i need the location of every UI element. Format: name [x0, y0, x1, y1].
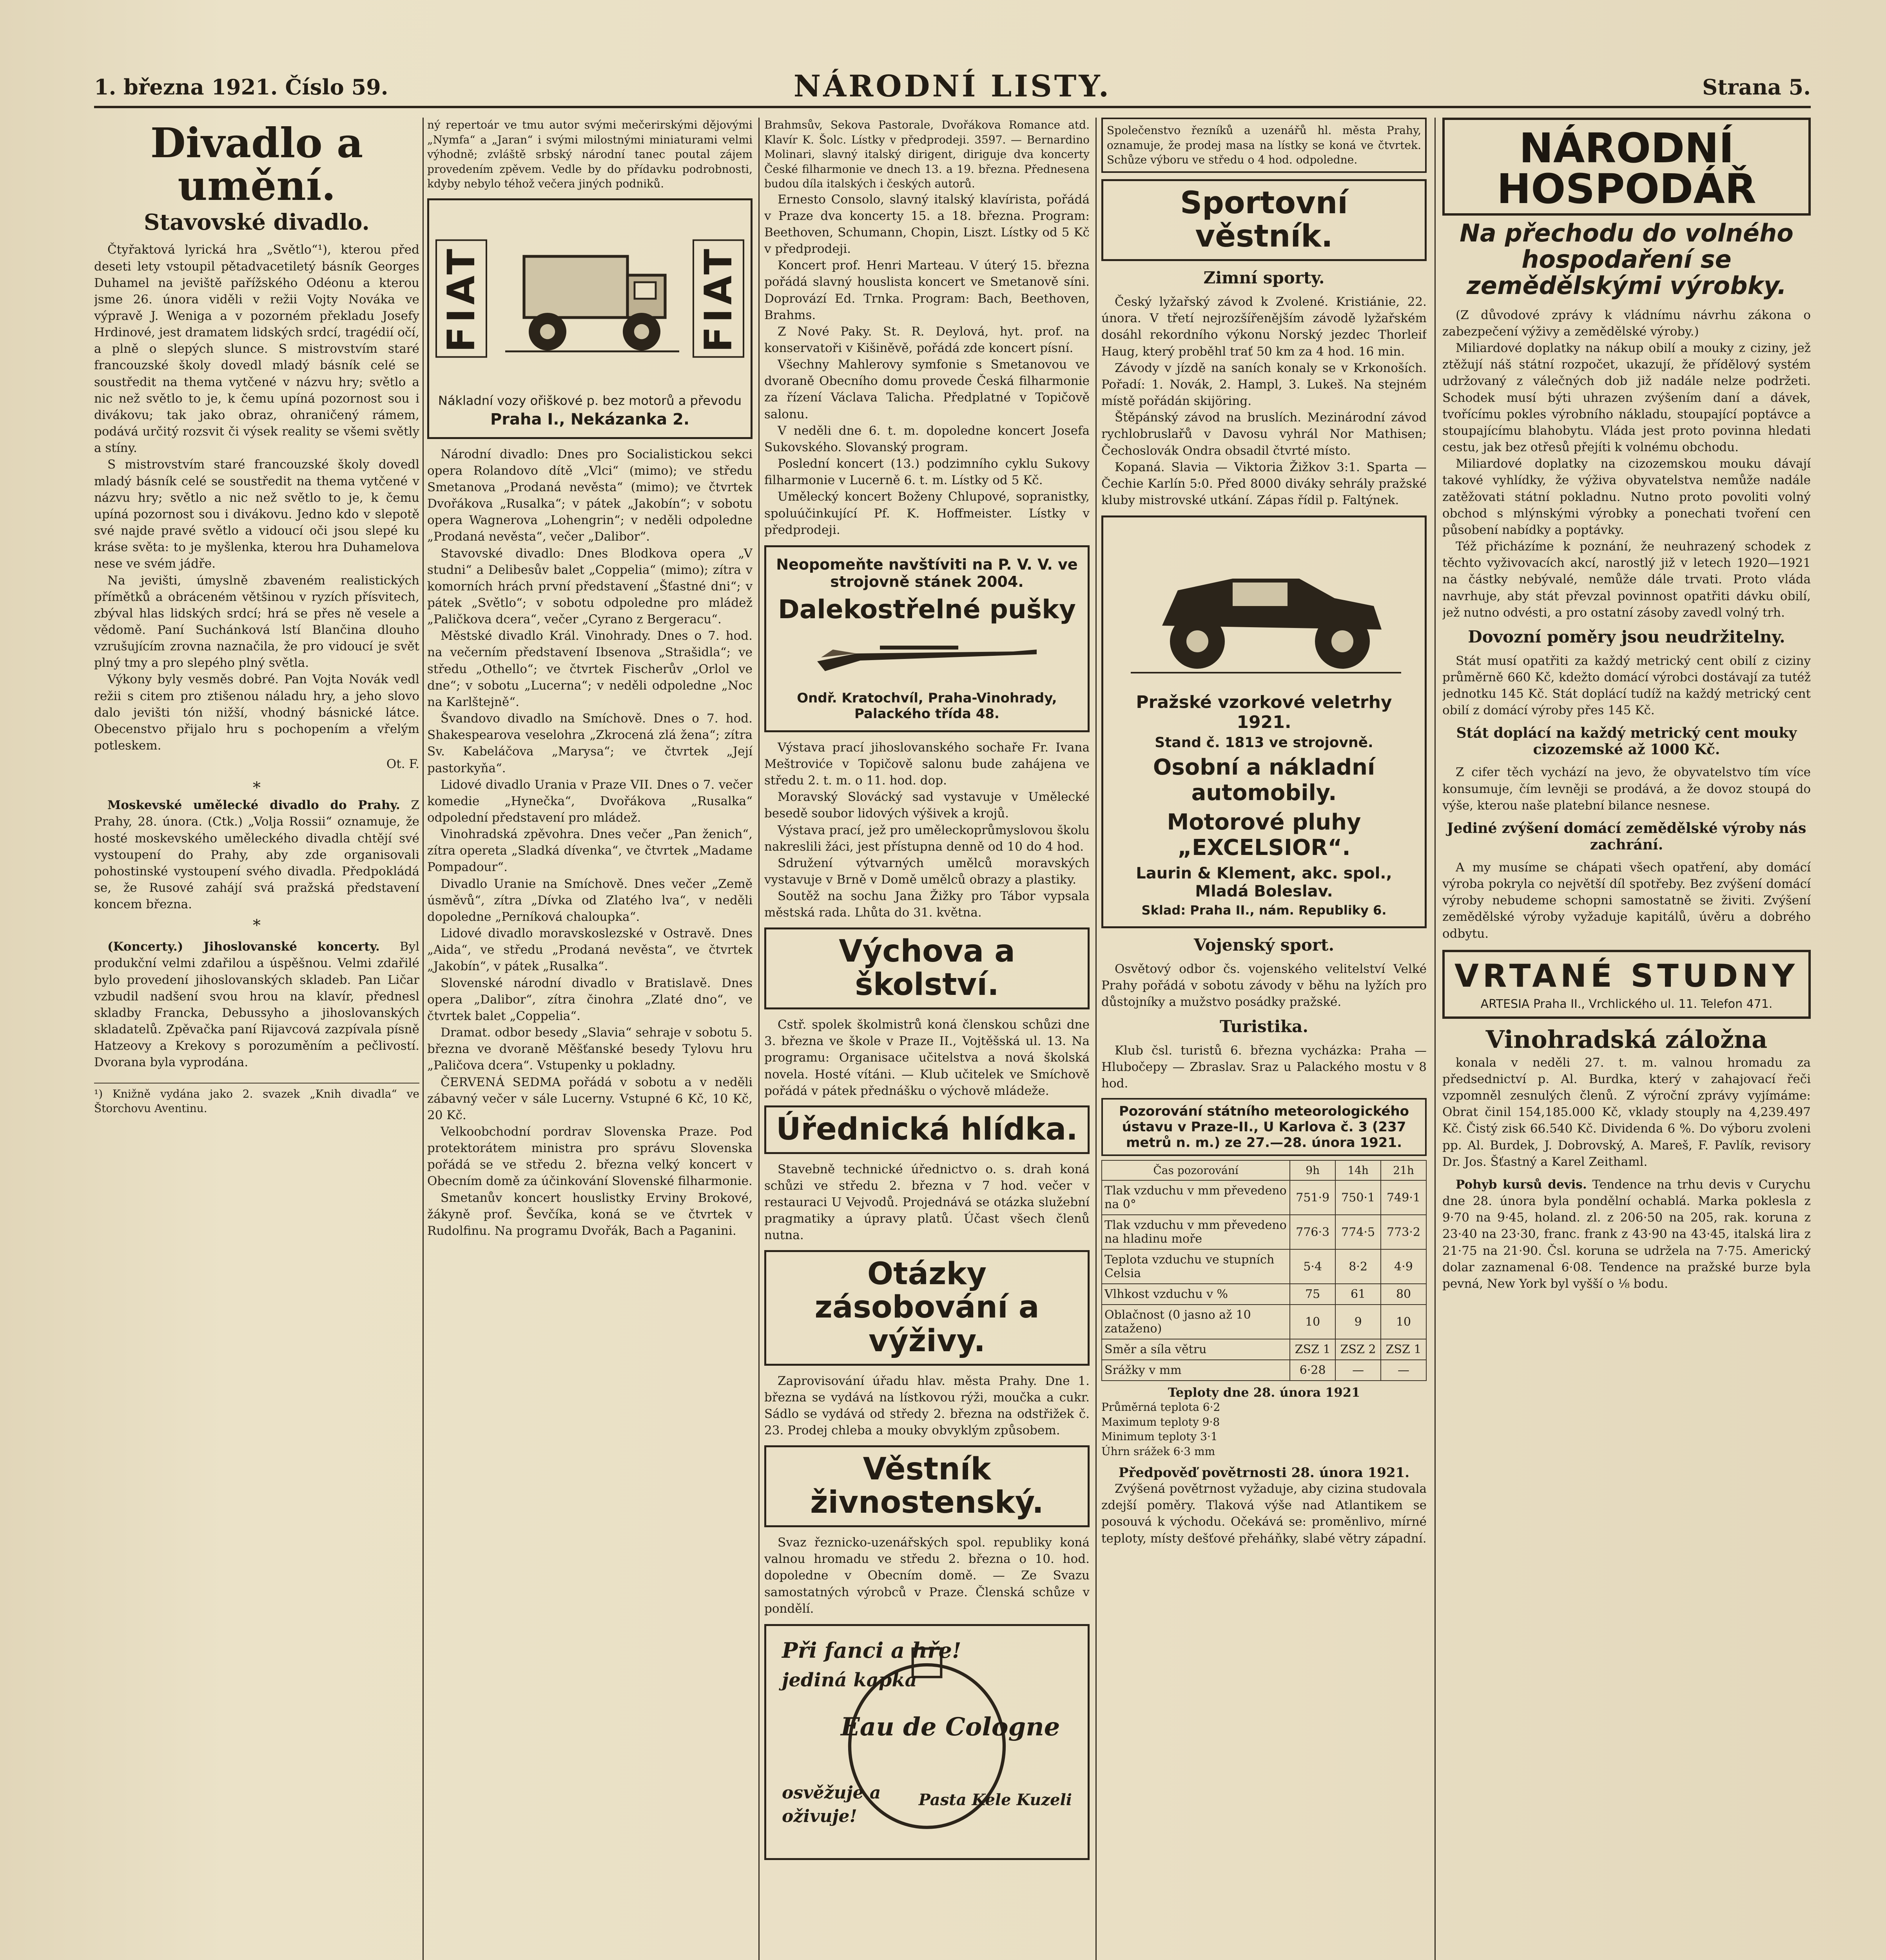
separator-star: * — [253, 916, 261, 935]
newspaper-title: NÁRODNÍ LISTY. — [793, 69, 1112, 103]
programme-item: Smetanův koncert houslistky Erviny Brokové, žákyně prof. Ševčíka, koná se ve čtvrtek v Rudolfinu. Na programu Dvořák, Bach a Paganini. — [427, 1191, 753, 1238]
programme-item: Dramat. odbor besedy „Slavia“ sehraje v sobotu 5. března ve dvoraně Měšťanské besedy Tylovu hru „Paličova dcera“. Vstupenky u pokladny. — [427, 1025, 753, 1073]
temperature-line: Maximum teploty 9·8 — [1101, 1415, 1220, 1428]
concert-item: Všechny Mahlerovy symfonie s Smetanovou ve dvoraně Obecního domu provede Česká filharmonie za řízení Václava Talicha. Předplatné v Topičově salonu. — [764, 358, 1090, 421]
article-paragraph: Výkony byly vesměs dobré. Pan Vojta Novák vedl režii s citem pro ztišenou náladu hry, a jeho slovo dalo jevišti tón nižší, vhodný básnické látce. Obecenstvo přijalo hru s pochopením a vřelým potleskem. — [94, 672, 419, 753]
sport-item: Štěpánský závod na bruslích. Mezinárodní závod rychlobruslařů v Davosu vyhrál Nor Mathisen; Čechoslovák Ondra obsadil čtvrté místo. — [1101, 410, 1427, 458]
ad-headline: VRTANÉ STUDNY — [1454, 957, 1799, 994]
section-title-otazky: Otázky zásobování a výživy. — [764, 1250, 1090, 1366]
programme-item: Městské divadlo Král. Vinohrady. Dnes o 7. hod. na večerním představení Ibsenova „Strašidla“; ve středu „Othello“; ve čtvrtek Fischerův „Orlol ve dne“; v sobotu „Lucerna“; v neděli odpoledne „Noc na Karlštejně“. — [427, 629, 753, 709]
concert-item: Z Nové Paky. St. R. Deylová, hyt. prof. na konservatoři v Kišiněvě, pořádá zde koncert písní. — [764, 324, 1090, 355]
ad-text: Při fanci a hře! — [782, 1637, 961, 1663]
article-text: Klub čsl. turistů 6. března vycházka: Praha — Hlubočepy — Zbraslav. Sraz u Palackého mostu v 8 hod. — [1101, 1043, 1427, 1091]
article-paragraph: (Z důvodové zprávy k vládnímu návrhu zákona o zabezpečení výživy a zemědělské výroby.) — [1442, 308, 1811, 339]
rifle-advertisement — [764, 545, 1090, 732]
article-paragraph: Miliardové doplatky na nákup obilí a mouky z ciziny, jež ztěžují náš státní rozpočet, ukazují, že přídělový systém udržovaný z válečných dob již nadále nelze podržeti. Schodek musí býti uhrazen zvýšením daní a dávek, tvořícímu pokles výrobního nákladu, stoupající poptávce a stoupajícímu blahobytu. Vláda jest proto povinna hledati cestu, jak bez otřesů přejíti k volnému obchodu. — [1442, 341, 1811, 455]
article-paragraph: konala v neděli 27. t. m. valnou hromadu za předsednictví p. Al. Burdka, který v zahajovací řeči vzpomněl zesnulých členů. Z výroční zprávy vyjímáme: Obrat činil 154,185.000 Kč, vklady stouply na 4,239.497 Kč. Čistý zisk 66.540 Kč. Dividenda 6 %. Do výboru zvoleni pp. Al. Burdek, J. Dobrovský, A. Mareš, F. Pavlík, revisory Dr. Jos. Šťastný a Karel Zeithaml. — [1442, 1055, 1811, 1169]
fiat-advertisement — [427, 198, 753, 439]
ad-address: Praha I., Nekázanka 2. — [490, 410, 690, 428]
ad-text: jediná kapka — [782, 1669, 917, 1691]
article-paragraph: S mistrovstvím staré francouzské školy dovedl mladý básník celé se soustředit na thema vytčené v názvu hry; světlo a nic než světlo to je, k čemu upíná pozornost sou i divákovu. Jedno kdo v slepotě své najde pravé světlo a vidoucí oči jsou slepé ku kráse světa: to je myšlenka, kterou hra Duhamelova nese ve svém jádře. — [94, 457, 419, 571]
article-text: Osvětový odbor čs. vojenského velitelství Velké Prahy pořádá v sobotu závody v běhu na lyžích pro důstojníky a mužstvo posádky pražské. — [1101, 962, 1427, 1009]
ad-text: oživuje! — [782, 1806, 857, 1826]
column-programme — [427, 118, 753, 1960]
ad-text: Nákladní vozy ořiškové p. bez motorů a převodu — [438, 393, 742, 408]
author-signoff: Ot. F. — [386, 757, 419, 771]
programme-item: Národní divadlo: Dnes pro Socialistickou sekci opera Rolandovo dítě „Vlci“ (mimo); ve středu Smetanova „Prodaná nevěsta“ (mimo); ve čtvrtek Dvořákova „Rusalka“; v pátek „Jakobín“; v sobotu opera Wagnerova „Lohengrin“; v neděli odpoledne „Prodaná nevěsta“, večer „Dalibor“. — [427, 447, 753, 544]
exhibition-item: Moravský Slovácký sad vystavuje v Umělecké besedě soubor lidových výšivek a krojů. — [764, 790, 1090, 821]
article-text: Zaprovisování úřadu hlav. města Prahy. Dne 1. března se vydává na lístkovou rýži, moučka a cukr. Sádlo se vydává od středy 2. března na odstřižek č. 23. Prodej chleba a mouky obvyklým způsobem. — [764, 1374, 1090, 1438]
ad-text: Stand č. 1813 ve strojovně. — [1155, 735, 1373, 751]
forecast-heading: Předpověď povětrnosti 28. února 1921. — [1118, 1465, 1410, 1481]
article-text: Cstř. spolek školmistrů koná členskou schůzi dne 3. března ve škole v Praze II., Vojtěšská ul. 13. Na programu: Organisace učitelstva a nová školská novela. Hosté vítáni. — Klub učitelek ve Smíchově pořádá v pátek přednášku o výchově mládeže. — [764, 1018, 1090, 1098]
column-rule — [758, 118, 760, 1960]
article-text: Tendence na trhu devis v Curychu dne 28. února byla pondělní ochablá. Marka poklesla z 9·70 na 9·45, holand. zl. z 206·50 na 205, rak. koruna z 23·40 na 23·30, franc. frank z 43·90 na 43·45, italská lira z 21·75 na 21·90. Čsl. koruna se udržela na 7·75. Americký dolar zaznamenal 6·08. Tendence na pražské burze byla pevná, New York byl vyšší o ⅛ bodu. — [1442, 1177, 1811, 1291]
table-row: Tlak vzduchu v mm převedeno na hladinu moře 776·3 774·5 773·2 — [1102, 1215, 1426, 1249]
programme-item: Švandovo divadlo na Smíchově. Dnes o 7. hod. Shakespearova veselohra „Zkrocená zlá žena“; zítra Sv. Kabeláčova „Marysa“; ve čtvrtek „Její pastorkyňa“. — [427, 711, 753, 775]
column-rule — [1095, 118, 1097, 1960]
section-subtitle: Vojenský sport. — [1193, 935, 1335, 955]
article-text: ný repertoár ve tmu autor svými mečerirskými dějovými „Nymfa“ a „Jaran“ i svými milostnými miniaturami velmi výhodně; zvláště srbský národní tanec poutal zájem provedením zpěvem. Vedle by do přídavku podrobnosti, kdyby nebylo téhož večera jiných podniků. — [427, 118, 753, 191]
automobile-advertisement — [1101, 515, 1427, 928]
table-row: Vlhkost vzduchu v % 75 61 80 — [1102, 1284, 1426, 1305]
section-title-urednicka: Úřednická hlídka. — [764, 1105, 1090, 1154]
fiat-brand-left: FIAT — [435, 240, 487, 358]
article-heading: (Koncerty.) Jihoslovanské koncerty. — [107, 940, 380, 954]
ad-headline: Motorové pluhy „EXCELSIOR“. — [1167, 809, 1361, 861]
ad-address: Sklad: Praha II., nám. Republiky 6. — [1141, 903, 1387, 918]
table-row: Tlak vzduchu v mm převedeno na 0° 751·9 750·1 749·1 — [1102, 1180, 1426, 1215]
programme-item: Stavovské divadlo: Dnes Blodkova opera „V studni“ a Delibesův balet „Coppelia“ (mimo); zítra v komorních hrách první představení „Šťastné dni“; v pátek „Světlo“; v sobotu odpoledne pro mládež „Paličkova dcera“, večer „Cyrano z Bergeracu“. — [427, 546, 753, 627]
article-text: Brahmsův, Sekova Pastorale, Dvořákova Romance atd. Klavír K. Šolc. Lístky v předprodeji. 3597. — Bernardino Molinari, slavný italský dirigent, diriguje dva koncerty České filharmonie ve dnech 13. a 19. března. Přednesena budou díla italských i českých autorů. — [764, 118, 1090, 191]
ad-text: ARTESIA Praha II., Vrchlického ul. 11. Telefon 471. — [1480, 997, 1773, 1011]
article-heading: Moskevské umělecké divadlo do Prahy. — [107, 798, 400, 813]
car-illustration — [1110, 524, 1418, 688]
exhibition-item: Výstava prací, jež pro uměleckoprůmyslovou školu nakreslili žáci, jest přístupna denně od 10 do 4 hod. — [764, 823, 1090, 854]
ad-headline: Osobní a nákladní automobily. — [1153, 755, 1375, 806]
table-row: Oblačnost (0 jasno až 10 zataženo) 10 9 10 — [1102, 1305, 1426, 1339]
exhibition-item: Sdružení výtvarných umělců moravských vystavuje v Brně v Domě umělců obrazy a plastiky. — [764, 856, 1090, 887]
ad-headline: Eau de Cologne — [841, 1712, 1060, 1742]
notice-box: Společenstvo řezníků a uzenářů hl. města Prahy, oznamuje, že prodej masa na lístky se koná ve čtvrtek. Schůze výboru ve středu o 4 hod. odpoledne. — [1101, 118, 1427, 173]
exhibition-item: Výstava prací jihoslovanského sochaře Fr. Ivana Meštroviće v Topičově salonu bude zahájena ve středu 2. t. m. o 11. hod. dop. — [764, 740, 1090, 788]
article-paragraph: A my musíme se chápati všech opatření, aby domácí výroba pokryla co největší díl spotřeby. Bez zvýšení domácí výroby nebudeme schopni samostatně se živiti. Zvýšení zemědělské výroby vyžaduje kapitálů, úvěru a dobrého odbytu. — [1442, 860, 1811, 941]
concert-item: V neděli dne 6. t. m. dopoledne koncert Josefa Sukovského. Slovanský program. — [764, 423, 1090, 454]
programme-item: Slovenské národní divadlo v Bratislavě. Dnes opera „Dalibor“, zítra činohra „Zlaté dno“, ve čtvrtek balet „Coppelia“. — [427, 976, 753, 1023]
table-header: 14h — [1335, 1160, 1381, 1180]
section-subtitle: Stavovské divadlo. — [143, 209, 370, 236]
ad-text: Pražské vzorkové veletrhy 1921. — [1136, 692, 1392, 733]
temperature-line: Minimum teploty 3·1 — [1101, 1430, 1218, 1443]
column-theatre — [94, 118, 419, 1960]
masthead — [94, 67, 1811, 108]
article-paragraph: Stát musí opatřiti za každý metrický cent obilí z ciziny průměrně 660 Kč, kdežto domácí výrobci dostávají za tutéž jednotku 145 Kč. Stát doplácí tudíž na každý metrický cent obilí z domácí výroby přes 145 Kč. — [1442, 653, 1811, 718]
table-header: Čas pozorování — [1102, 1160, 1290, 1180]
article-paragraph: Též přicházíme k poznání, že neuhrazený schodek z těchto vyživovacích akcí, narostlý již v letech 1920—1921 na částky nebývalé, nemůže dále trvati. Proto vláda navrhuje, aby stát převzal povinnost opatřiti dávku obilí, jež nutno odvésti, a pro ostatní zásoby zavedl volný trh. — [1442, 539, 1811, 620]
sport-item: Kopaná. Slavia — Viktoria Žižkov 3:1. Sparta — Čechie Karlín 5:0. Před 8000 diváky sehrály pražské kluby mistrovské utkání. Zápas řídil p. Faltýnek. — [1101, 460, 1427, 508]
article-text: Z Prahy, 28. února. (Ctk.) „Volja Rossii“ oznamuje, že hosté moskevského uměleckého divadla chtějí své vystoupení do Prahy, aby zde organisovali pohostinské vystoupení svého divadla. Předpokládá se, že Rusové zahájí svá pražská představení koncem března. — [94, 798, 419, 912]
sport-item: Závody v jízdě na saních konaly se v Krkonoších. Pořadí: 1. Novák, 2. Hampl, 3. Lukeš. Na stejném místě pořádán skijöring. — [1101, 361, 1427, 408]
wells-advertisement — [1442, 950, 1811, 1019]
fiat-brand-right: FIAT — [693, 240, 744, 358]
section-subtitle: Turistika. — [1220, 1016, 1308, 1036]
programme-item: Divadlo Uranie na Smíchově. Dnes večer „Země úsměvů“, zítra „Dívka od Zlatého lva“, v neděli dopoledne „Perníková chaloupka“. — [427, 877, 753, 924]
article-text: Stavebně technické úřednictvo o. s. drah koná schůzi ve středu 2. března v 7 hod. večer v restauraci U Vejvodů. Projednává se otázka služební pragmatiky a úpravy platů. Účast všech členů nutna. — [764, 1162, 1090, 1243]
section-title-divadlo: Divadlo a umění. — [150, 119, 363, 210]
article-subheading: Dovozní poměry jsou neudržitelny. — [1468, 627, 1785, 646]
footnote: ¹) Knižně vydána jako 2. svazek „Knih divadla“ ve Štorchovu Aventinu. — [94, 1083, 419, 1116]
article-paragraph: Na jevišti, úmyslně zbaveném realistických přímětků a obráceném většinou v ryzích přísvitech, zbýval hlas lidských srdcí; hrá se přes ně vesele a vědomě. Paní Suchánková lstí Blančina dlouho vzrušujícím zrovna naznačila, že pro vidoucí je svět plný tmy a pro slepého plný světla. — [94, 573, 419, 670]
temperature-heading: Teploty dne 28. února 1921 — [1168, 1385, 1360, 1400]
table-header: 21h — [1381, 1160, 1426, 1180]
programme-item: Lidové divadlo moravskoslezské v Ostravě. Dnes „Aida“, ve středu „Prodaná nevěsta“, ve čtvrtek „Jakobín“, v pátek „Rusalka“. — [427, 926, 753, 974]
section-title-vychova: Výchova a školství. — [764, 927, 1090, 1010]
concert-item: Koncert prof. Henri Marteau. V úterý 15. března pořádá slavný houslista koncert ve Smetanově síni. Doprovází Ed. Trnka. Program: Bach, Beethoven, Brahms. — [764, 258, 1090, 322]
column-rule — [1434, 118, 1436, 1960]
ad-firm: Laurin & Klement, akc. spol., Mladá Boleslav. — [1136, 864, 1392, 901]
article-subheading: Jediné zvýšení domácí zemědělské výroby nás zachrání. — [1447, 820, 1806, 853]
rifle-illustration — [773, 630, 1081, 685]
concert-item: Poslední koncert (13.) podzimního cyklu Sukovy filharmonie v Lucerně 6. t. m. Lístky od 5 Kč. — [764, 457, 1090, 488]
section-title-hospodar: NÁRODNÍ HOSPODÁŘ — [1497, 124, 1756, 213]
article-paragraph: Miliardové doplatky na cizozemskou mouku dávají takové vyhlídky, že výživa obyvatelstva nemůže nadále zatěžovati státní pokladnu. Nutno proto povoliti volný obchod s mlýnskými výrobky a ponechati tvoření cen působení nabídky a poptávky. — [1442, 457, 1811, 537]
page-number: Strana 5. — [1702, 74, 1811, 100]
programme-item: Velkoobchodní pordrav Slovenska Praze. Pod protektorátem ministra pro správu Slovenska pořádá se ve středu 2. března velký koncert v Obecním domě za účinkování Slovenské filharmonie. — [427, 1124, 753, 1189]
truck-illustration — [495, 228, 685, 369]
article-text: Svaz řeznicko-uzenářských spol. republiky koná valnou hromadu ve středu 2. března o 10. hod. dopoledne v Obecním domě. — Ze Svazu samostatných výrobců v Praze. Členská schůze v pondělí. — [764, 1535, 1090, 1616]
weather-table — [1101, 1160, 1427, 1381]
column-economy — [1442, 118, 1811, 1960]
concert-item: Umělecký koncert Boženy Chlupové, sopranistky, spoluúčinkující Pf. K. Hoffmeister. Lístky v předprodeji. — [764, 490, 1090, 537]
article-heading: Pohyb kursů devis. — [1456, 1177, 1587, 1192]
table-row: Srážky v mm 6·28 — — — [1102, 1360, 1426, 1381]
column-rule — [423, 118, 424, 1960]
ad-address: Ondř. Kratochvíl, Praha-Vinohrady, Palackého třída 48. — [797, 690, 1057, 722]
concert-item: Ernesto Consolo, slavný italský klavírista, pořádá v Praze dva koncerty 15. a 18. března. Program: Beethoven, Schumann, Chopin, Liszt. Lístky od 5 Kč v předprodeji. — [764, 192, 1090, 256]
separator-star: * — [253, 779, 261, 797]
section-title-zalozna: Vinohradská záložna — [1485, 1025, 1768, 1054]
table-header: 9h — [1290, 1160, 1335, 1180]
column-concerts — [764, 118, 1090, 1960]
sport-item: Český lyžařský závod k Zvolené. Kristiánie, 22. února. V třetí nejrozšířenějším závodě lyžařském dosáhl rekordního výkonu Norský jezdec Thorleif Haug, který proběhl trať 50 km za 4 hod. 16 min. — [1101, 295, 1427, 359]
economy-headline: Na přechodu do volného hospodaření se zemědělskými výrobky. — [1460, 219, 1794, 300]
section-subtitle: Zimní sporty. — [1203, 268, 1325, 288]
programme-item: ČERVENÁ SEDMA pořádá v sobotu a v neděli zábavný večer v sále Lucerny. Vstupné 6 Kč, 10 Kč, 20 Kč. — [427, 1075, 753, 1122]
programme-item: Vinohradská zpěvohra. Dnes večer „Pan ženich“, zítra opereta „Sladká dívenka“, ve čtvrtek „Madame Pompadour“. — [427, 827, 753, 875]
exhibition-item: Soutěž na sochu Jana Žižky pro Tábor vypsala městská rada. Lhůta do 31. května. — [764, 889, 1090, 920]
weather-heading: Pozorování státního meteorologického ústavu v Praze-II., U Karlova č. 3 (237 metrů n. m.) ze 27.—28. února 1921. — [1101, 1098, 1427, 1156]
programme-item: Lidové divadlo Urania v Praze VII. Dnes o 7. večer komedie „Hynečka“, Dvořákova „Rusalka“ odpolední představení pro mládež. — [427, 777, 753, 825]
issue-date: 1. března 1921. Číslo 59. — [94, 74, 388, 100]
temperature-line: Úhrn srážek 6·3 mm — [1101, 1445, 1215, 1458]
column-sport — [1101, 118, 1427, 1960]
forecast-text: Zvýšená povětrnost vyžaduje, aby cizina studovala zdejší poměry. Tlaková výše nad Atlantikem se posouvá k východu. Očekává se: proměnlivo, mírné teploty, místy dešťové přeháňky, slabé větry západní. — [1101, 1482, 1427, 1546]
ad-text: Neopomeňte navštíviti na P. V. V. ve strojovně stánek 2004. — [776, 555, 1078, 590]
economy-header-box — [1442, 118, 1811, 216]
table-row: Směr a síla větru ZSZ 1 ZSZ 2 ZSZ 1 — [1102, 1339, 1426, 1360]
ad-text: osvěžuje a — [782, 1782, 881, 1803]
cologne-advertisement — [764, 1624, 1090, 1860]
ad-brand: Pasta Kele Kuzeli — [918, 1790, 1072, 1809]
section-title-vestnik: Věstník živnostenský. — [764, 1445, 1090, 1528]
article-text: Byl produkční velmi zdařilou a úspěšnou. Velmi zdařilé bylo provedení jihoslovanských skladeb. Pan Ličar vzbudil nadšení svou hrou na klavír, přednesl skladby Francka, Debussyho a jihoslovanských skladatelů. Zpěvačka paní Rijavcová zazpívala písně Hatzeovy a Krekovy s porozuměním a pečlivostí. Dvorana byla vyprodána. — [94, 940, 419, 1070]
table-row: Teplota vzduchu ve stupních Celsia 5·4 8·2 4·9 — [1102, 1249, 1426, 1284]
section-title-sport: Sportovní věstník. — [1101, 179, 1427, 261]
temperature-line: Průměrná teplota 6·2 — [1101, 1401, 1220, 1414]
ad-headline: Dalekostřelné pušky — [778, 594, 1076, 624]
article-subheading: Stát doplácí na každý metrický cent mouky cizozemské až 1000 Kč. — [1456, 725, 1797, 758]
article-paragraph: Čtyřaktová lyrická hra „Světlo“¹), kterou před deseti lety vstoupil pětadvacetiletý básník Georges Duhamel na jeviště pařížského Odéonu a kterou jsme 26. února viděli v režii Vojty Nováka ve výpravě J. Wenigа a v pozorném překladu Josefy Hrdinové, jest dramatem lidských srdcí, tragédií očí, a plně o slepých slunce. S mistrovstvím staré francouzské školy dovedl mladý básník celé se soustředit na thema vytčené v názvu hry; světlo a nic než světlo to je, k čemu upíná pozornost sou i divákovu; tak jako obraz, ohraničený rámem, podává určitý rozsvit či výsek reality se všemi světly a stíny. — [94, 243, 419, 456]
article-paragraph: Z cifer těch vychází na jevo, že obyvatelstvo tím více konsumuje, čím levněji se prodává, a že dovoz stoupá do výše, kterou naše platební bilance nesnese. — [1442, 765, 1811, 813]
